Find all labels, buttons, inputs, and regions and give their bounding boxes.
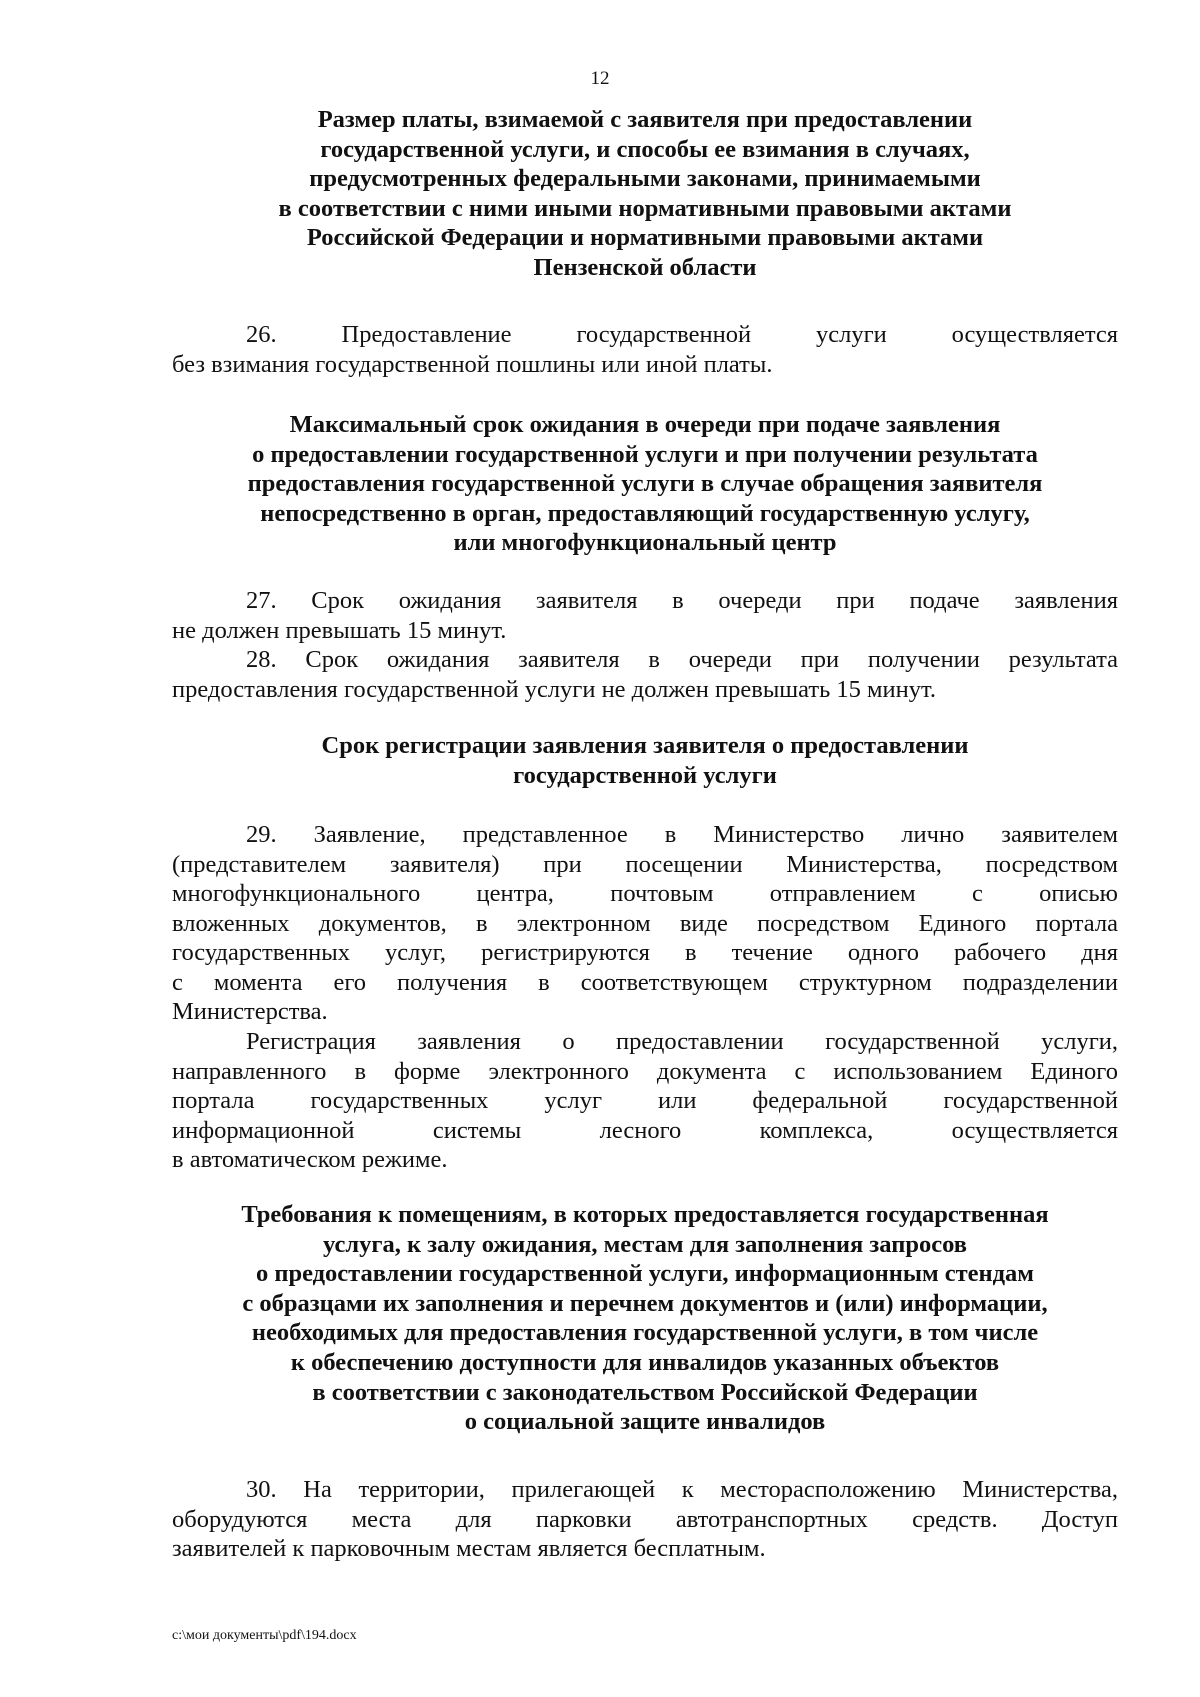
paragraph [172,1027,1118,1175]
paragraph [172,586,1118,645]
heading-line: Размер платы, взимаемой с заявителя при предоставлении [317,106,973,133]
heading-line: о предоставлении государственной услуги, информационным стендам [255,1260,1034,1288]
paragraph-26 [172,320,1118,379]
paragraph-line: заявителей к парковочным местам является бесплатным. [172,1535,766,1562]
paragraph [172,820,1118,1027]
heading-line: государственной услуги, и способы ее взимания в случаях, [320,135,970,163]
paragraph-line: не должен превышать 15 минут. [172,616,507,644]
heading-line: Максимальный срок ожидания в очереди при подаче заявления [289,411,1001,438]
paragraph-line: портала государственных услуг или федеральной государственной [172,1087,1118,1114]
paragraph-line: 30. На территории, прилегающей к месторасположению Министерства, [246,1476,1118,1503]
paragraph [172,320,1118,379]
heading-line: непосредственно в орган, предоставляющий государственную услугу, [260,499,1030,527]
heading-line: к обеспечению доступности для инвалидов указанных объектов [290,1348,1000,1376]
section-3-heading-block [172,731,1118,790]
paragraph-28 [172,645,1118,704]
paragraph-29 [172,820,1118,1027]
section-2-heading-block [172,410,1118,558]
heading-line: услуга, к залу ожидания, местам для заполнения запросов [323,1230,967,1258]
paragraph-line: многофункционального центра, почтовым отправлением с описью [172,880,1118,907]
paragraph [172,645,1118,704]
paragraph-29-continued [172,1027,1118,1175]
paragraph-line: Регистрация заявления о предоставлении государственной услуги, [246,1028,1118,1055]
paragraph-line: предоставления государственной услуги не должен превышать 15 минут. [172,675,936,703]
paragraph-line: в автоматическом режиме. [172,1146,448,1173]
heading-line: или многофункциональный центр [453,529,837,557]
paragraph-30 [172,1475,1118,1564]
section-heading [172,410,1118,558]
heading-line: Требования к помещениям, в которых предоставляется государственная [241,1201,1049,1228]
paragraph-line: 29. Заявление, представленное в Министерство лично заявителем [246,821,1118,848]
footer-file-path: c:\мои документы\pdf\194.docx [172,1628,357,1643]
heading-line: предусмотренных федеральными законами, принимаемыми [309,165,981,193]
paragraph-line: информационной системы лесного комплекса, осуществляется [172,1116,1118,1144]
paragraph-line: 27. Срок ожидания заявителя в очереди при подаче заявления [246,587,1118,614]
heading-line: о предоставлении государственной услуги и при получении результата [252,440,1038,468]
heading-line: в соответствии с ними иными нормативными правовыми актами [278,194,1012,222]
heading-line: Пензенской области [533,253,757,281]
heading-line: в соответствии с законодательством Российской Федерации [312,1378,978,1406]
paragraph-line: направленного в форме электронного документа с использованием Единого [172,1057,1118,1085]
paragraph-line: Министерства. [172,998,328,1025]
paragraph-line: государственных услуг, регистрируются в течение одного рабочего дня [172,939,1118,966]
paragraph-27 [172,586,1118,645]
paragraph-line: с момента его получения в соответствующем структурном подразделении [172,968,1118,996]
paragraph-line: оборудуются места для парковки автотранспортных средств. Доступ [172,1505,1118,1533]
paragraph-line: 28. Срок ожидания заявителя в очереди при получении результата [246,646,1118,673]
section-4-heading-block [172,1200,1118,1437]
page-number: 12 [590,68,610,89]
heading-line: о социальной защите инвалидов [464,1408,826,1436]
heading-line: предоставления государственной услуги в случае обращения заявителя [247,470,1043,498]
section-heading [172,731,1118,790]
paragraph-line: без взимания государственной пошлины или иной платы. [172,350,773,378]
heading-line: Срок регистрации заявления заявителя о предоставлении [321,732,969,759]
heading-line: государственной услуги [513,761,777,789]
paragraph-line: 26. Предоставление государственной услуги осуществляется [246,321,1118,348]
section-1-heading-block [172,105,1118,283]
section-heading [172,105,1118,283]
paragraph-line: вложенных документов, в электронном виде посредством Единого портала [172,909,1118,937]
paragraph [172,1475,1118,1564]
paragraph-line: (представителем заявителя) при посещении Министерства, посредством [172,850,1118,878]
heading-line: Российской Федерации и нормативными правовыми актами [306,224,984,252]
section-heading [172,1200,1118,1437]
heading-line: с образцами их заполнения и перечнем документов и (или) информации, [242,1289,1048,1317]
heading-line: необходимых для предоставления государственной услуги, в том числе [251,1319,1039,1347]
